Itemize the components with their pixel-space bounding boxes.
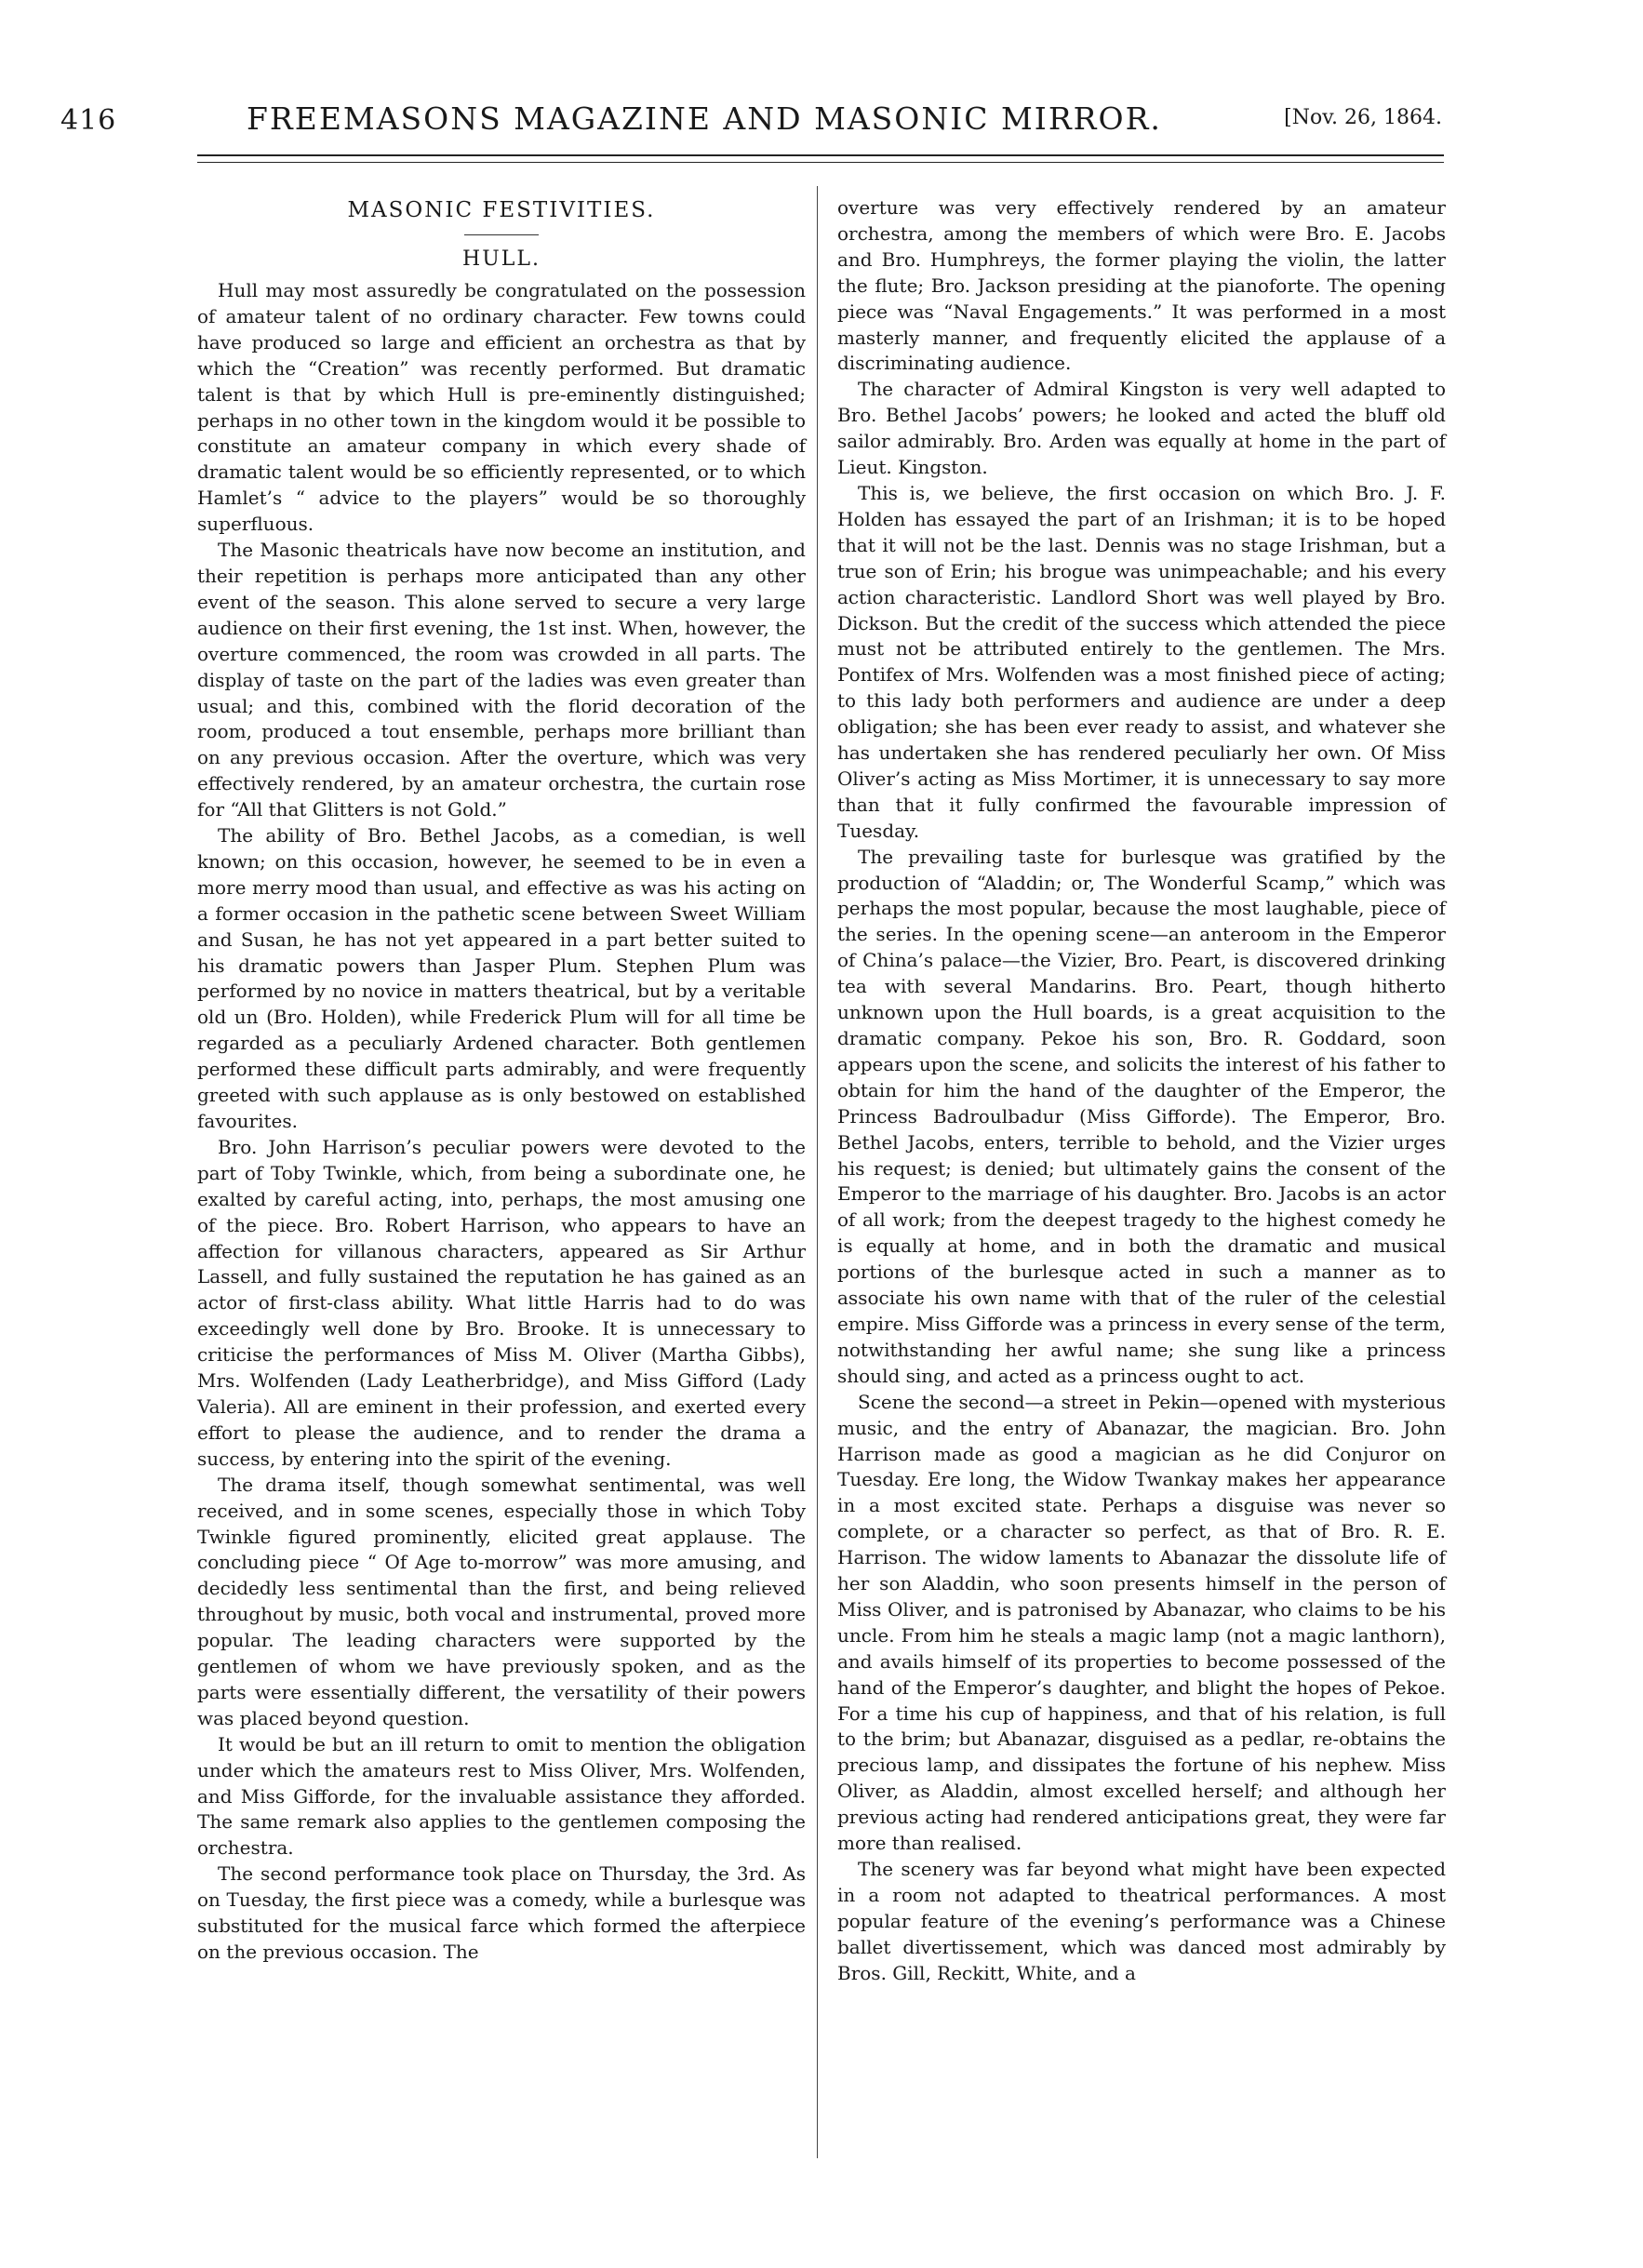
header-rule [197,154,1444,156]
publication-title: FREEMASONS MAGAZINE AND MASONIC MIRROR. [247,100,1162,137]
article-paragraph: The character of Admiral Kingston is very well adapted to Bro. Bethel Jacobs’ powers; he looked and acted the bluff old sailor admirably. Bro. Arden was equally at home in the part of Lieut. Kingston. [837,378,1446,479]
article-paragraph: The prevailing taste for burlesque was gratified by the production of “Aladdin; or, The Wonderful Scamp,” which was perhaps the most popular, because the most laughable, piece of the series. In the opening scene—an anteroom in the Emperor of China’s palace—the Vizier, Bro. Peart, is discovered drinking tea with several Mandarins. Bro. Peart, though hitherto unknown upon the Hull boards, is a great acquisition to the dramatic company. Pekoe his son, Bro. R. Goddard, soon appears upon the scene, and solicits the interest of his father to obtain for him the hand of the daughter of the Emperor, the Princess Badroulbadur (Miss Gifforde). The Emperor, Bro. Bethel Jacobs, enters, terrible to behold, and the Vizier urges his request; is denied; but ultimately gains the consent of the Emperor to the marriage of his daughter. Bro. Jacobs is an actor of all work; from the deepest tragedy to the highest comedy he is equally at home, and in both the dramatic and musical portions of the burlesque acted in such a manner as to associate his own name with that of the ruler of the celestial empire. Miss Gifforde was a princess in every sense of the term, notwithstanding her awful name; she sung like a princess should sing, and acted as a princess ought to act. [837,845,1446,1387]
article-paragraph: This is, we believe, the first occasion on which Bro. J. F. Holden has essayed the part of an Irishman; it is to be hoped that it will not be the last. Dennis was no stage Irishman, but a true son of Erin; his brogue was unimpeachable; and his every action characteristic. Landlord Short was well played by Bro. Dickson. But the credit of the success which attended the piece must not be attributed entirely to the gentlemen. The Mrs. Pontifex of Mrs. Wolfenden was a most finished piece of acting; to this lady both performers and audience are under a deep obligation; she has been ever ready to assist, and whatever she has undertaken she has rendered peculiarly her own. Of Miss Oliver’s acting as Miss Mortimer, it is unnecessary to say more than that it fully confirmed the favourable impression of Tuesday. [837,481,1446,842]
page-number: 416 [60,104,117,137]
article-paragraph: The drama itself, though somewhat sentimental, was well received, and in some scenes, especially those in which Toby Twinkle figured prominently, elicited great applause. The concluding piece “ Of Age to-morrow” was more amusing, and decidedly less sentimental than the first, and being relieved throughout by music, both vocal and instrumental, proved more popular. The leading characters were supported by the gentlemen of whom we have previously spoken, and as the parts were essentially different, the versatility of their powers was placed beyond question. [197,1473,806,1729]
location-subheading: HULL. [462,247,541,271]
page-header [60,100,1442,143]
issue-date: [Nov. 26, 1864. [1284,106,1442,129]
article-paragraph: Scene the second—a street in Pekin—opened with mysterious music, and the entry of Abanazar, the magician. Bro. John Harrison made as good a magician as he did Conjuror on Tuesday. Ere long, the Widow Twankay makes her appearance in a most excited state. Perhaps a disguise was never so complete, or a character so perfect, as that of Bro. R. E. Harrison. The widow laments to Abanazar the dissolute life of her son Aladdin, who soon presents himself in the person of Miss Oliver, and is patronised by Abanazar, who claims to be his uncle. From him he steals a magic lamp (not a magic lanthorn), and avails himself of its properties to become possessed of the hand of the Emperor’s daughter, and blight the hopes of Pekoe. For a time his cup of happiness, and that of his relation, is full to the brim; but Abanazar, disguised as a pedlar, re-obtains the precious lamp, and dissipates the fortune of his nephew. Miss Oliver, as Aladdin, almost excelled herself; and although her previous acting had rendered anticipations great, they were far more than realised. [837,1390,1446,1855]
article-paragraph: The second performance took place on Thursday, the 3rd. As on Tuesday, the first piece was a comedy, while a burlesque was substituted for the musical farce which formed the afterpiece on the previous occasion. The [197,1862,806,1963]
column-divider [817,186,818,2158]
article-paragraph: Bro. John Harrison’s peculiar powers were devoted to the part of Toby Twinkle, which, from being a subordinate one, he exalted by careful acting, into, perhaps, the most amusing one of the piece. Bro. Robert Harrison, who appears to have an affection for villanous characters, appeared as Sir Arthur Lassell, and fully sustained the reputation he has gained as an actor of first-class ability. What little Harris had to do was exceedingly well done by Bro. Brooke. It is unnecessary to criticise the performances of Miss M. Oliver (Martha Gibbs), Mrs. Wolfenden (Lady Leatherbridge), and Miss Gifford (Lady Valeria). All are eminent in their profession, and exerted every effort to please the audience, and to render the drama a success, by entering into the spirit of the evening. [197,1135,806,1470]
article-paragraph: The ability of Bro. Bethel Jacobs, as a comedian, is well known; on this occasion, however, he seemed to be in even a more merry mood than usual, and effective as was his acting on a former occasion in the pathetic scene between Sweet William and Susan, he has not yet appeared in a part better suited to his dramatic powers than Jasper Plum. Stephen Plum was performed by no novice in matters theatrical, but by a veritable old un (Bro. Holden), while Frederick Plum will for all time be regarded as a peculiarly Ardened character. Both gentlemen performed these difficult parts admirably, and were frequently greeted with such applause as is only bestowed on established favourites. [197,824,806,1132]
article-paragraph: overture was very effectively rendered by an amateur orchestra, among the members of which were Bro. E. Jacobs and Bro. Humphreys, the former playing the violin, the latter the flute; Bro. Jackson presiding at the pianoforte. The opening piece was “Naval Engagements.” It was performed in a most masterly manner, and frequently elicited the applause of a discriminating audience. [837,196,1446,375]
article-paragraph: The scenery was far beyond what might have been expected in a room not adapted to theatrical performances. A most popular feature of the evening’s performance was a Chinese ballet divertissement, which was danced most admirably by Bros. Gill, Reckitt, White, and a [837,1858,1446,1984]
article-paragraph: The Masonic theatricals have now become an institution, and their repetition is perhaps more anticipated than any other event of the season. This alone served to secure a very large audience on their first evening, the 1st inst. When, however, the overture commenced, the room was crowded in all parts. The display of taste on the part of the ladies was even greater than usual; and this, combined with the florid decoration of the room, produced a tout ensemble, perhaps more brilliant than on any previous occasion. After the overture, which was very effectively rendered, by an amateur orchestra, the curtain rose for “All that Glitters is not Gold.” [197,539,806,821]
left-column [197,195,806,1966]
section-heading: MASONIC FESTIVITIES. [347,198,656,222]
header-rule-thin [197,162,1444,163]
heading-rule [464,234,539,235]
right-column [837,195,1446,1987]
article-paragraph: Hull may most assuredly be congratulated on the possession of amateur talent of no ordinary character. Few towns could have produced so large and efficient an orchestra as that by which the “Creation” was recently performed. But dramatic talent is that by which Hull is pre-eminently distinguished; perhaps in no other town in the kingdom would it be possible to constitute an amateur company in which every shade of dramatic talent would be so efficiently represented, or to which Hamlet’s “ advice to the players” would be so thoroughly superfluous. [197,279,806,536]
article-paragraph: It would be but an ill return to omit to mention the obligation under which the amateurs rest to Miss Oliver, Mrs. Wolfenden, and Miss Gifforde, for the invaluable assistance they afforded. The same remark also applies to the gentlemen composing the orchestra. [197,1732,806,1860]
